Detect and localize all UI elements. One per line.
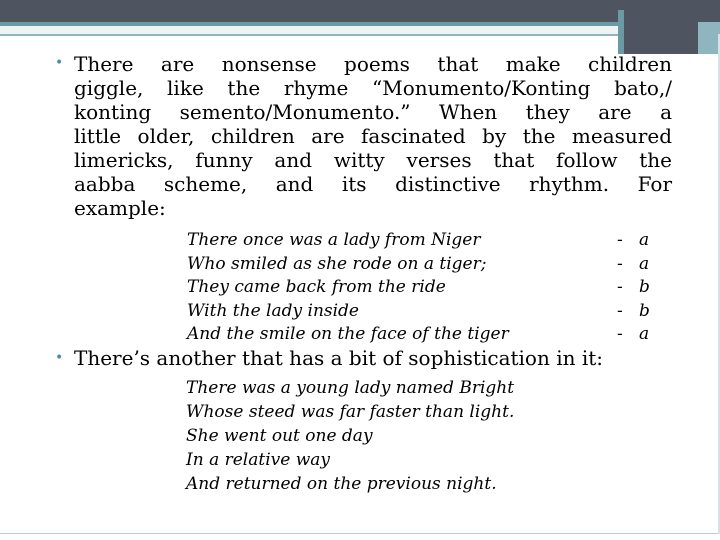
poem-line: There once was a lady from Niger (187, 230, 481, 250)
rhyme-scheme-item (617, 276, 650, 300)
paragraph-line: aabba scheme, and its distinctive rhythm. For (74, 172, 672, 196)
poem-line: And returned on the previous night. (186, 474, 497, 494)
paragraph-line: example: (74, 196, 166, 220)
limerick-niger (187, 229, 509, 347)
paragraph-line: giggle, like the rhyme “Monumento/Konting bato,/ (74, 76, 672, 100)
header-light-band (0, 26, 720, 34)
poem-line: There was a young lady named Bright (186, 378, 515, 398)
poem-line: And the smile on the face of the tiger (187, 324, 509, 344)
poem-line: She went out one day (186, 426, 373, 446)
paragraph-line: little older, children are fascinated by the measured (74, 124, 672, 148)
poem-line: Whose steed was far faster than light. (186, 402, 515, 422)
limerick-bright (186, 376, 514, 496)
paragraph-line: There are nonsense poems that make children (74, 52, 672, 76)
paragraph-line: konting semento/Monumento.” When they are a (74, 100, 672, 124)
rhyme-letter: b (639, 300, 650, 321)
poem-line: With the lady inside (187, 300, 359, 321)
corner-edge (698, 22, 720, 54)
rhyme-scheme-item (617, 300, 650, 324)
header-bar (0, 0, 720, 22)
rhyme-scheme-item (617, 229, 650, 253)
poem-line: In a relative way (186, 450, 330, 470)
bullet-icon: • (55, 55, 64, 71)
corner-block (618, 10, 698, 54)
rhyme-scheme-item (617, 323, 650, 347)
paragraph-sophistication: There’s another that has a bit of sophistication in it: (74, 346, 604, 370)
header-accent-line (0, 34, 720, 36)
rhyme-dash: - (617, 300, 623, 321)
rhyme-letter: a (639, 324, 650, 344)
paragraph-line: limericks, funny and witty verses that follow the (74, 148, 672, 172)
paragraph-intro (74, 52, 672, 220)
poem-line: They came back from the ride (187, 277, 446, 297)
rhyme-dash: - (617, 324, 623, 344)
rhyme-dash: - (617, 277, 623, 297)
poem-line: Who smiled as she rode on a tiger; (187, 253, 487, 274)
rhyme-dash: - (617, 230, 623, 250)
rhyme-letter: a (639, 253, 650, 274)
rhyme-letter: b (639, 277, 650, 297)
rhyme-scheme (617, 229, 650, 347)
rhyme-letter: a (639, 230, 650, 250)
bullet-icon: • (55, 350, 64, 366)
rhyme-scheme-item (617, 253, 650, 277)
rhyme-dash: - (617, 253, 623, 274)
